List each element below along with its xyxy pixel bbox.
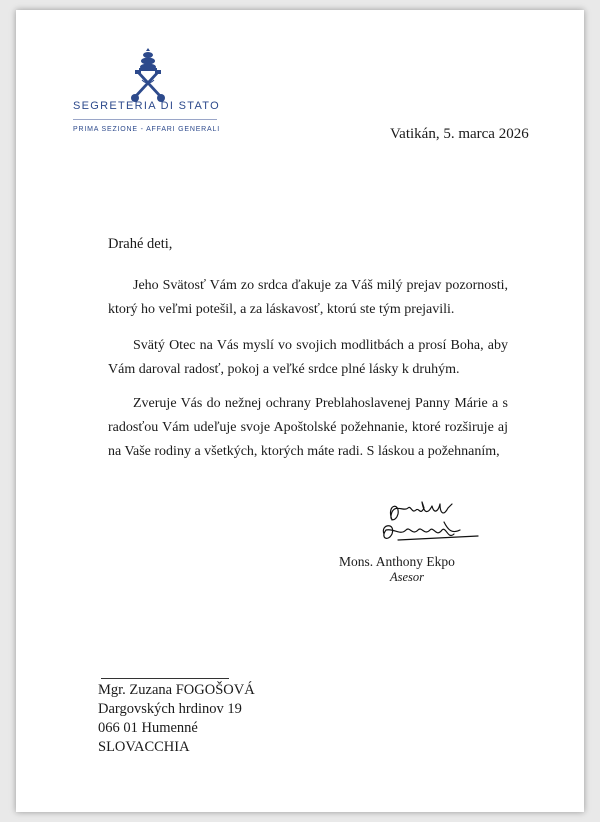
- organization-section: PRIMA SEZIONE - AFFARI GENERALI: [73, 126, 220, 133]
- letter-page: [16, 10, 584, 812]
- dateline: Vatikán, 5. marca 2026: [390, 126, 529, 142]
- salutation: Drahé deti,: [108, 236, 173, 252]
- recipient-street: Dargovských hrdinov 19: [98, 701, 242, 717]
- organization-name: SEGRETERIA DI STATO: [73, 100, 220, 112]
- recipient-country: SLOVACCHIA: [98, 739, 190, 755]
- letterhead-divider: [73, 119, 217, 120]
- handwritten-signature: [378, 500, 486, 548]
- papal-coat-of-arms-icon: [128, 46, 168, 104]
- recipient-name: Mgr. Zuzana FOGOŠOVÁ: [98, 682, 255, 698]
- signer-title: Asesor: [390, 570, 425, 584]
- letter-paragraph: Zveruje Vás do nežnej ochrany Preblahoslavenej Panny Márie a s radosťou Vám udeľuje svoje Apoštolské požehnanie, ktoré rozširuje aj na Vaše rodiny a všetkých, ktorých máte radi. S láskou a požehnaním,: [108, 396, 508, 459]
- recipient-city: 066 01 Humenné: [98, 720, 198, 736]
- signer-name: Mons. Anthony Ekpo: [339, 554, 455, 569]
- letter-paragraph: Svätý Otec na Vás myslí vo svojich modlitbách a prosí Boha, aby Vám daroval radosť, pokoj a veľké srdce plné lásky k druhým.: [108, 338, 508, 377]
- letter-paragraph: Jeho Svätosť Vám zo srdca ďakuje za Váš milý prejav pozornosti, ktorý ho veľmi potešil, a za láskavosť, ktorú ste tým prejavili.: [108, 278, 508, 317]
- address-divider: [101, 678, 229, 679]
